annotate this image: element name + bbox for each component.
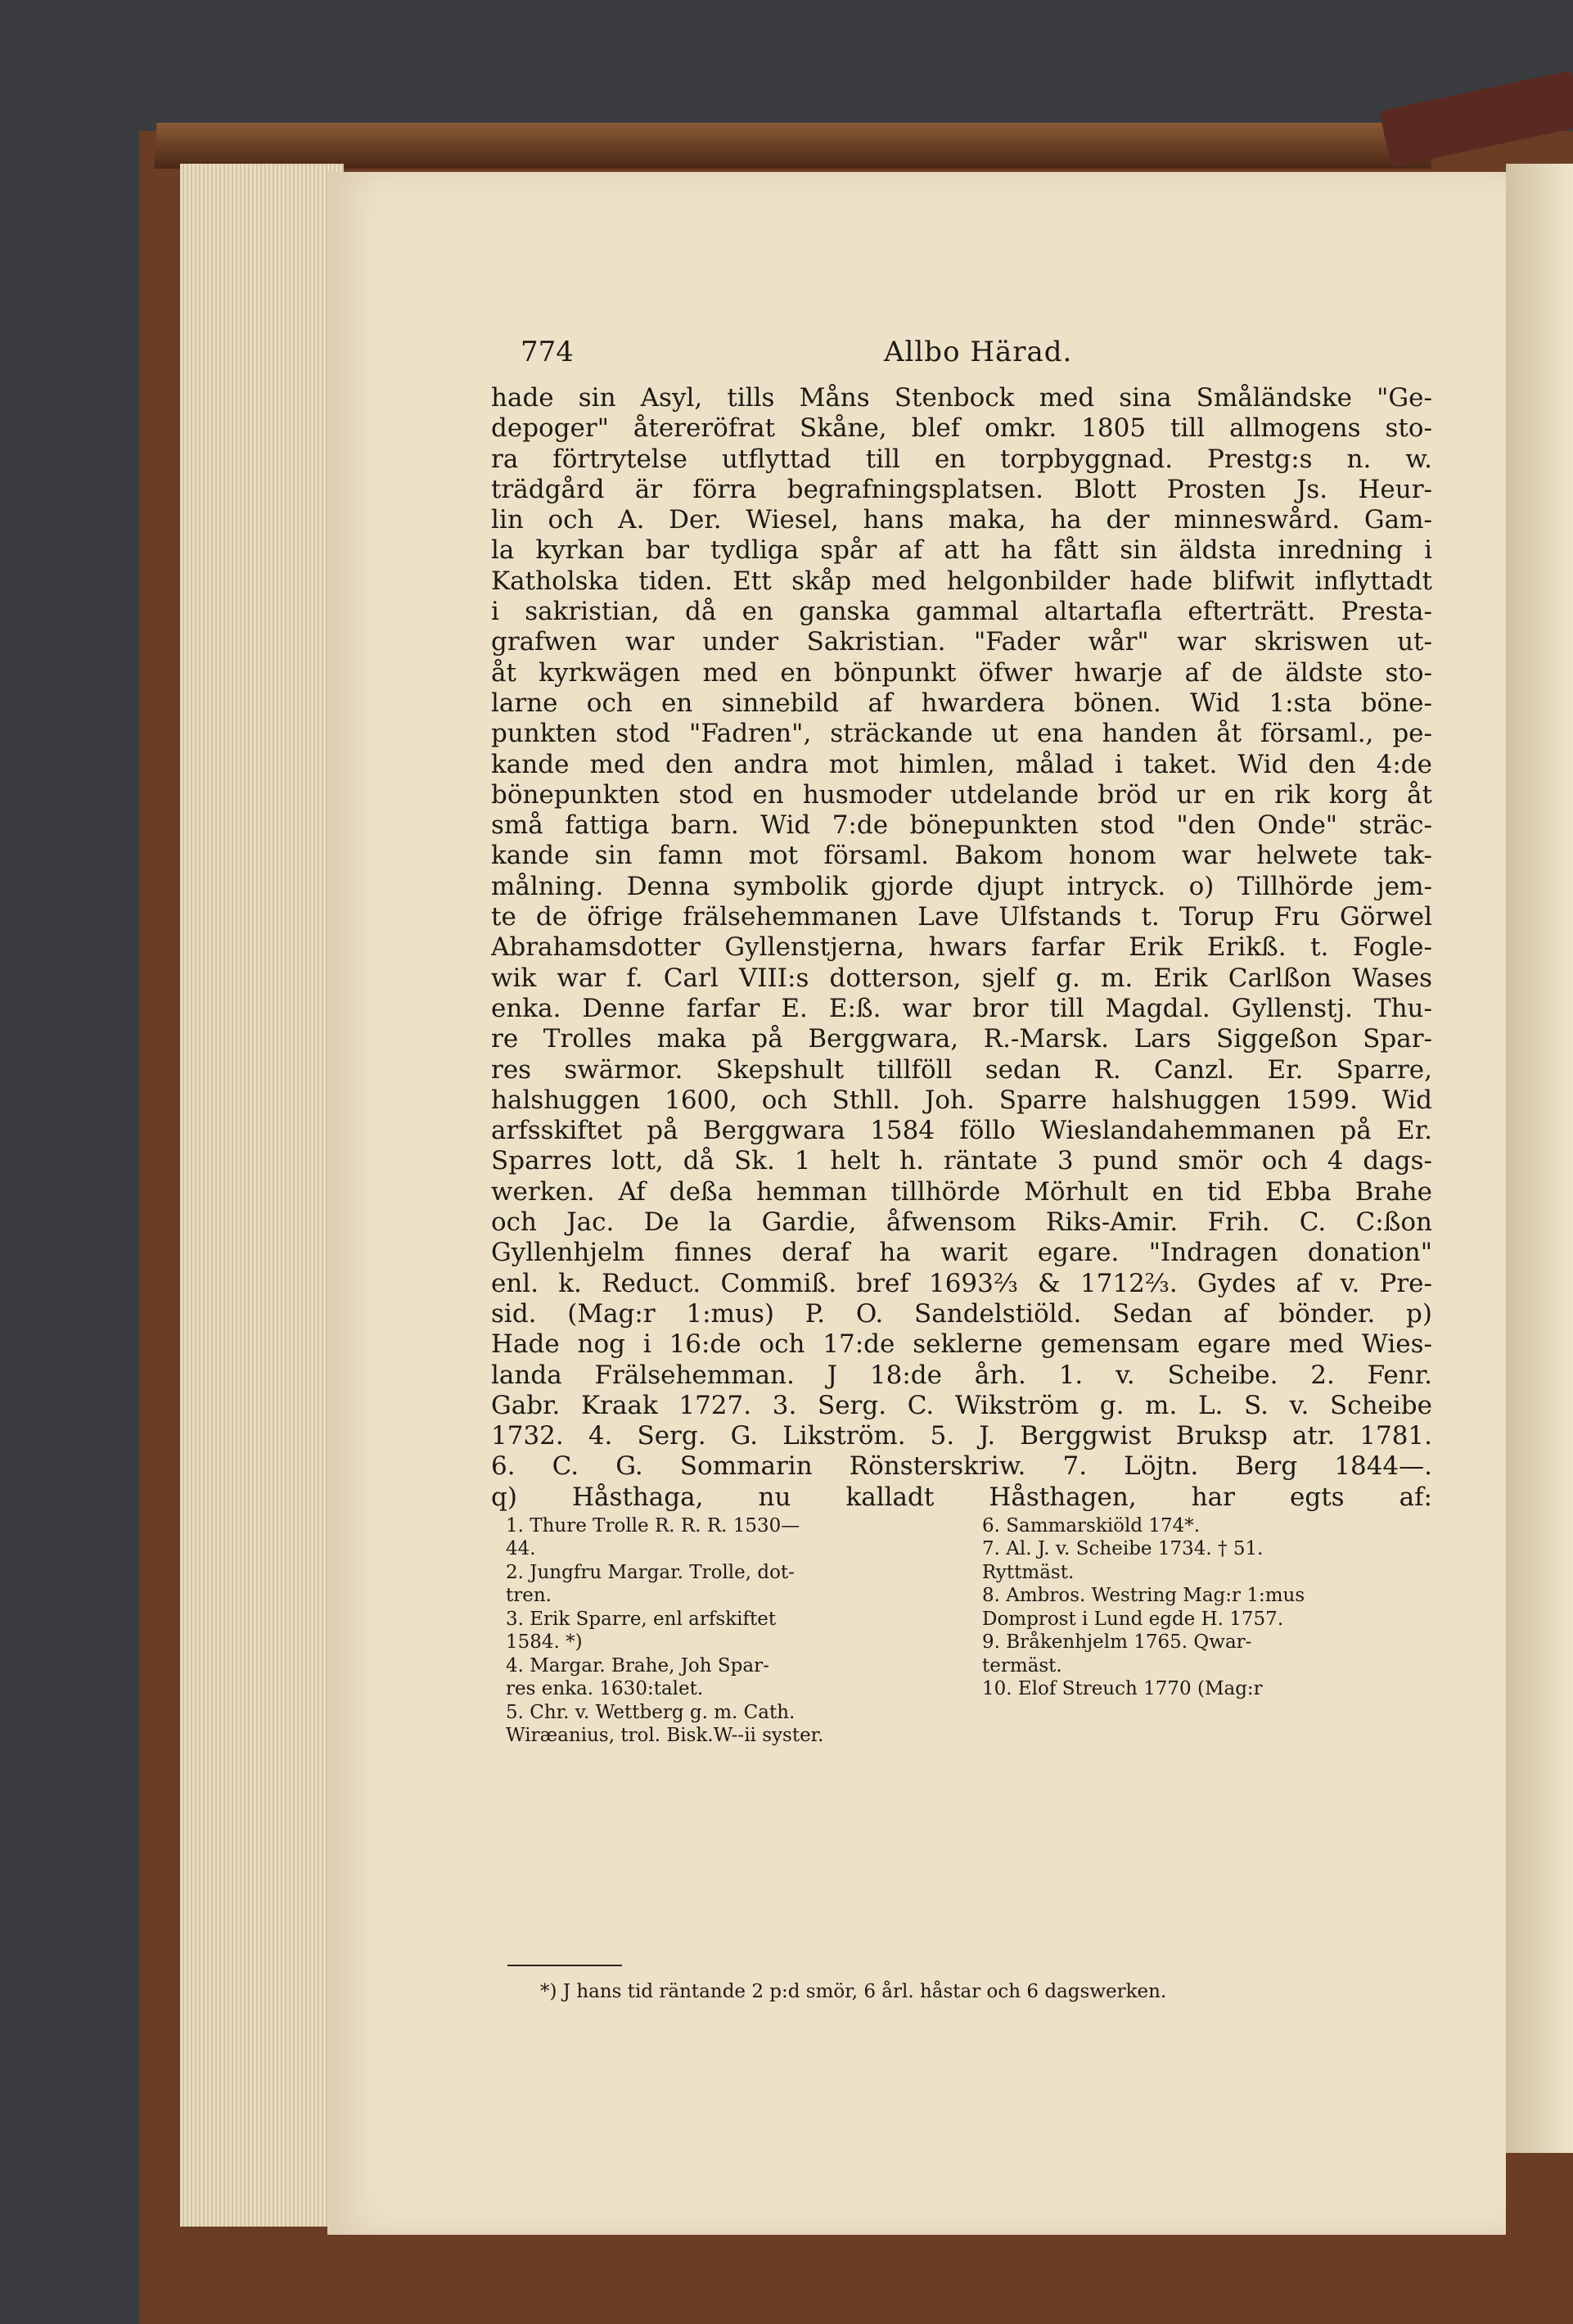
body-line: sid. (Mag:r 1:mus) P. O. Sandelstiöld. Sedan af bönder. p): [491, 1298, 1432, 1329]
body-line: enka. Denne farfar E. E:ß. war bror till Magdal. Gyllenstj. Thu-: [491, 993, 1432, 1023]
owners-list-left-column: [506, 1514, 940, 1748]
body-line: bönepunkten stod en husmoder utdelande bröd ur en rik korg åt: [491, 779, 1432, 810]
book-top-edge: [155, 123, 1434, 169]
body-line: te de öfrige frälsehemmanen Lave Ulfstands t. Torup Fru Görwel: [491, 902, 1432, 932]
owner-entry-line: 9. Bråkenhjelm 1765. Qwar-: [982, 1631, 1252, 1654]
owner-entry-line: 8. Ambros. Westring Mag:r 1:mus: [982, 1585, 1305, 1607]
body-line: punkten stod "Fadren", sträckande ut ena handen åt församl., pe-: [491, 719, 1432, 749]
body-line: landa Frälsehemman. J 18:de årh. 1. v. Scheibe. 2. Fenr.: [491, 1360, 1432, 1390]
body-line: wik war f. Carl VIII:s dotterson, sjelf g. m. Erik Carlßon Wases: [491, 963, 1432, 993]
body-line: Abrahamsdotter Gyllenstjerna, hwars farfar Erik Erikß. t. Fogle-: [491, 932, 1432, 963]
owner-entry-line: tren.: [506, 1585, 552, 1607]
body-line: ra förtrytelse utflyttad till en torpbyggnad. Prestg:s n. w.: [491, 444, 1432, 474]
body-line: och Jac. De la Gardie, åfwensom Riks-Amir. Frih. C. C:ßon: [491, 1207, 1432, 1238]
owner-entry-line: 3. Erik Sparre, enl arfskiftet: [506, 1608, 777, 1630]
body-line: res swärmor. Skepshult tillföll sedan R. Canzl. Er. Sparre,: [491, 1054, 1432, 1085]
owner-entry-line: 5. Chr. v. Wettberg g. m. Cath.: [506, 1701, 796, 1723]
owner-entry-line: Wiræanius, trol. Bisk.W--ii syster.: [506, 1725, 824, 1747]
body-line: lin och A. Der. Wiesel, hans maka, ha der minneswård. Gam-: [491, 505, 1432, 535]
owner-entry-line: Domprost i Lund egde H. 1757.: [982, 1608, 1284, 1630]
owner-entry-line: res enka. 1630:talet.: [506, 1678, 704, 1700]
body-line: Hade nog i 16:de och 17:de seklerne gemensam egare med Wies-: [491, 1329, 1432, 1360]
owner-entry-line: termäst.: [982, 1654, 1062, 1676]
owner-entry: [506, 1514, 940, 1561]
running-title: Allbo Härad.: [884, 336, 1073, 368]
page-text: [491, 336, 1432, 1793]
body-line: enl. k. Reduct. Commiß. bref 1693⅔ & 1712⅔. Gydes af v. Pre-: [491, 1268, 1432, 1298]
owner-entry-line: Ryttmäst.: [982, 1561, 1075, 1583]
owner-entry-line: 6. Sammarskiöld 174*.: [982, 1514, 1201, 1537]
body-line: målning. Denna symbolik gjorde djupt intryck. o) Tillhörde jem-: [491, 871, 1432, 901]
page-number: 774: [521, 336, 574, 368]
facing-page-edge: [1506, 164, 1573, 2153]
body-line: Sparres lott, då Sk. 1 helt h. räntate 3 pund smör och 4 dags-: [491, 1146, 1432, 1176]
body-line: små fattiga barn. Wid 7:de bönepunkten stod "den Onde" sträc-: [491, 810, 1432, 841]
body-line: grafwen war under Sakristian. "Fader wår" war skriswen ut-: [491, 627, 1432, 657]
body-line: Gabr. Kraak 1727. 3. Serg. C. Wikström g. m. L. S. v. Scheibe: [491, 1390, 1432, 1420]
body-line: kande sin famn mot församl. Bakom honom war helwete tak-: [491, 841, 1432, 871]
body-line: la kyrkan bar tydliga spår af att ha fått sin äldsta inredning i: [491, 535, 1432, 566]
owners-list: [491, 1514, 1432, 1793]
body-line: halshuggen 1600, och Sthll. Joh. Sparre halshuggen 1599. Wid: [491, 1085, 1432, 1115]
owner-entry: [506, 1608, 940, 1654]
body-line: Katholska tiden. Ett skåp med helgonbilder hade blifwit inflyttadt: [491, 566, 1432, 596]
owner-entry: [982, 1631, 1416, 1677]
owner-entry-line: 4. Margar. Brahe, Joh Spar-: [506, 1654, 769, 1676]
owner-entry: [982, 1677, 1416, 1701]
footnote: *) J hans tid räntande 2 p:d smör, 6 årl. håstar och 6 dagswerken.: [540, 1981, 1167, 2002]
body-text: [491, 383, 1432, 1513]
body-line: larne och en sinnebild af hwardera bönen. Wid 1:sta böne-: [491, 688, 1432, 718]
page-stack-edge: [180, 164, 344, 2227]
owner-entry: [506, 1701, 940, 1748]
body-line: 1732. 4. Serg. G. Likström. 5. J. Berggwist Bruksp atr. 1781.: [491, 1421, 1432, 1451]
body-line: kande med den andra mot himlen, målad i taket. Wid den 4:de: [491, 749, 1432, 779]
body-line: åt kyrkwägen med en bönpunkt öfwer hwarje af de äldste sto-: [491, 657, 1432, 688]
body-line: Gyllenhjelm finnes deraf ha warit egare. "Indragen donation": [491, 1238, 1432, 1268]
body-line: arfsskiftet på Berggwara 1584 föllo Wieslandahemmanen på Er.: [491, 1116, 1432, 1146]
body-line: werken. Af deßa hemman tillhörde Mörhult en tid Ebba Brahe: [491, 1176, 1432, 1207]
owner-entry: [506, 1654, 940, 1701]
owner-entry-line: 2. Jungfru Margar. Trolle, dot-: [506, 1561, 795, 1583]
owner-entry-line: 7. Al. J. v. Scheibe 1734. † 51.: [982, 1538, 1264, 1560]
owner-entry: [982, 1537, 1416, 1584]
footnote-rule: [507, 1965, 622, 1966]
owner-entry: [982, 1514, 1416, 1538]
page-header: [491, 336, 1432, 383]
owner-entry: [982, 1584, 1416, 1631]
body-line: 6. C. G. Sommarin Rönsterskriw. 7. Löjtn. Berg 1844—.: [491, 1451, 1432, 1482]
body-line: re Trolles maka på Berggwara, R.-Marsk. Lars Siggeßon Spar-: [491, 1024, 1432, 1054]
owners-list-right-column: [982, 1514, 1416, 1701]
owner-entry: [506, 1561, 940, 1608]
body-line: i sakristian, då en ganska gammal altartafla efterträtt. Presta-: [491, 597, 1432, 627]
owner-entry-line: 44.: [506, 1538, 536, 1560]
body-line: trädgård är förra begrafningsplatsen. Blott Prosten Js. Heur-: [491, 474, 1432, 504]
body-line: hade sin Asyl, tills Måns Stenbock med sina Småländske "Ge-: [491, 383, 1432, 413]
body-line: q) Håsthaga, nu kalladt Håsthagen, har egts af:: [491, 1482, 1432, 1512]
owner-entry-line: 1584. *): [506, 1631, 583, 1654]
body-line: depoger" återeröfrat Skåne, blef omkr. 1805 till allmogens sto-: [491, 413, 1432, 444]
owner-entry-line: 1. Thure Trolle R. R. R. 1530—: [506, 1514, 800, 1537]
owner-entry-line: 10. Elof Streuch 1770 (Mag:r: [982, 1678, 1263, 1700]
